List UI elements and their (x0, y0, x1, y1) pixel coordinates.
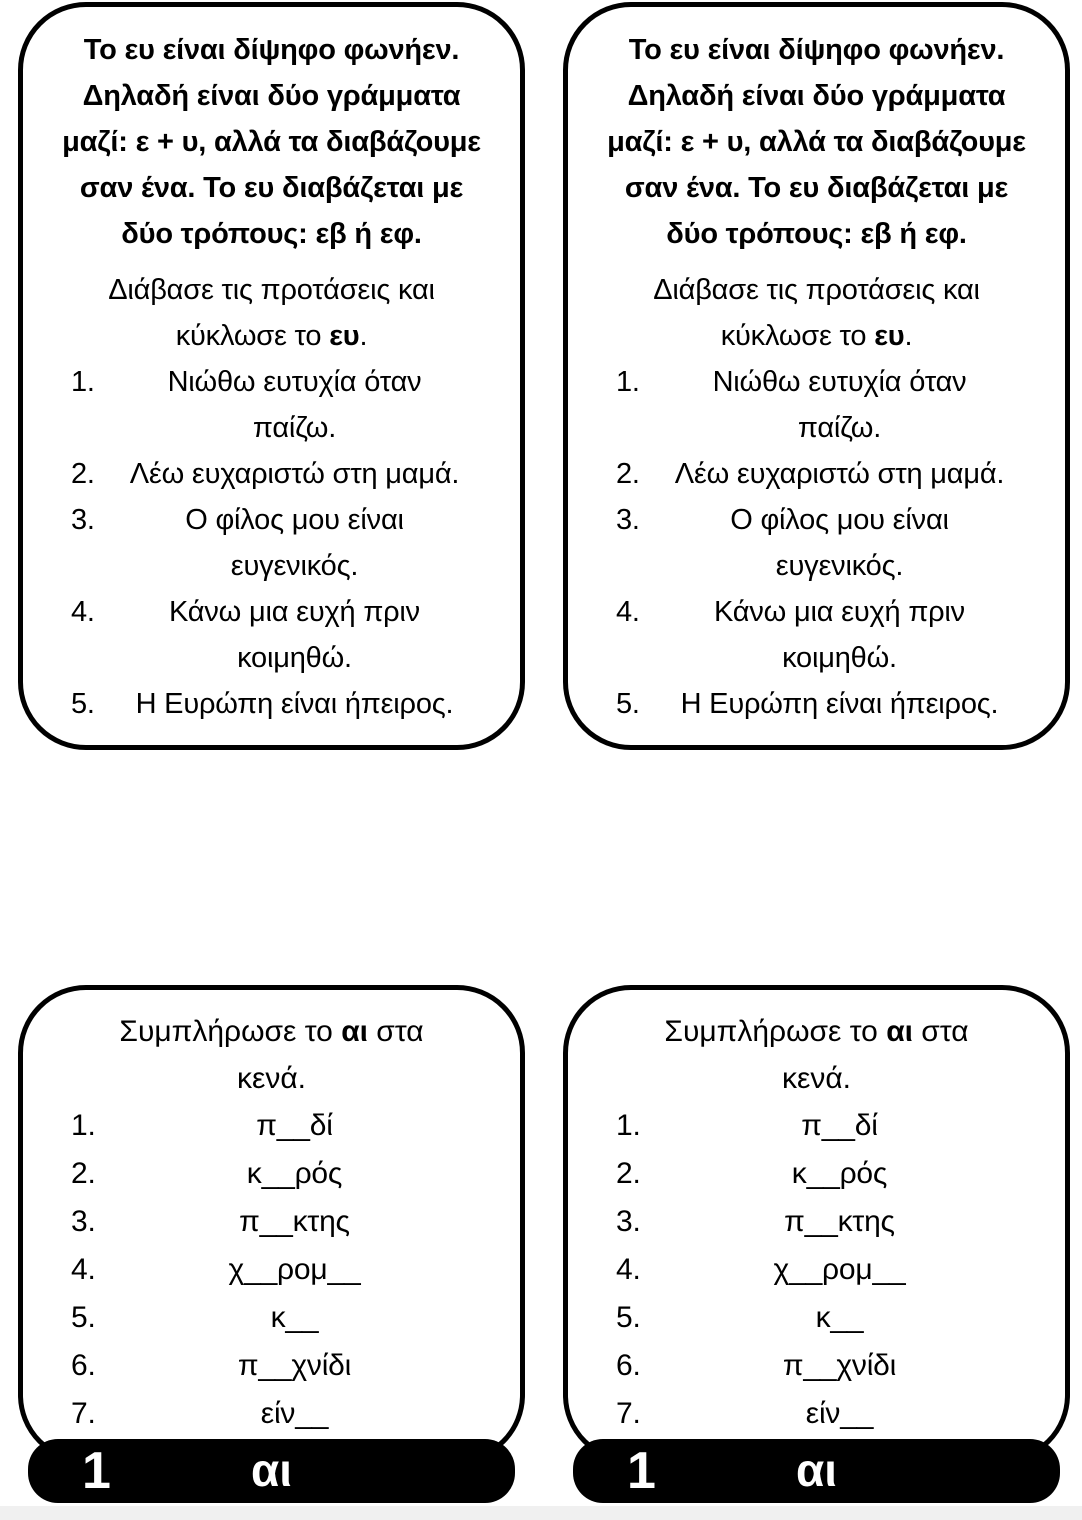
text-segment: στα (912, 1015, 969, 1048)
eu-rule-card-right (563, 2, 1070, 750)
text-segment: . (359, 320, 368, 352)
item-text (117, 359, 506, 451)
item-number: 5. (71, 688, 95, 720)
text-line (582, 267, 1051, 313)
list-item (37, 359, 506, 451)
text-line: ευγενικός. (230, 550, 359, 582)
item-text (662, 1342, 1051, 1390)
highlighted-digraph: αι (886, 1015, 913, 1048)
text-line (582, 1008, 1051, 1055)
text-line: π__χνίδι (237, 1349, 352, 1382)
text-line: Κάνω μια ευχή πριν (169, 596, 420, 628)
item-text (117, 1198, 506, 1246)
list-item (582, 1102, 1051, 1150)
list-item (37, 681, 506, 727)
text-segment: Διάβασε τις προτάσεις και (108, 274, 435, 306)
list-item (582, 1246, 1051, 1294)
list-item (37, 1342, 506, 1390)
list-item (582, 1294, 1051, 1342)
item-number: 1. (616, 366, 640, 398)
text-segment: κενά. (236, 1062, 307, 1095)
page-badge-left (28, 1439, 515, 1503)
item-number: 3. (616, 1205, 641, 1238)
text-line: σαν ένα. Το ευ διαβάζεται με (79, 172, 464, 204)
ai-fill-title (582, 1008, 1051, 1102)
item-number: 2. (616, 1157, 641, 1190)
text-line: δύο τρόπους: εβ ή εφ. (121, 218, 422, 250)
text-line: Η Ευρώπη είναι ήπειρος. (680, 688, 999, 720)
text-line: μαζί: ε + υ, αλλά τα διαβάζουμε (62, 126, 481, 158)
text-line: Το ευ είναι δίψηφο φωνήεν. (83, 34, 460, 66)
highlighted-digraph: ευ (329, 320, 360, 352)
text-line: ευγενικός. (775, 550, 904, 582)
item-text (117, 451, 506, 497)
text-line: Δηλαδή είναι δύο γράμματα (82, 80, 461, 112)
ai-blank-list (582, 1102, 1051, 1438)
ai-fill-title (37, 1008, 506, 1102)
item-number: 1. (71, 1109, 96, 1142)
item-text (117, 497, 506, 589)
list-item (37, 1150, 506, 1198)
item-text (662, 1102, 1051, 1150)
item-text (117, 1102, 506, 1150)
text-line: Νιώθω ευτυχία όταν (712, 366, 967, 398)
ai-fill-card-right (563, 985, 1070, 1463)
item-text (662, 1150, 1051, 1198)
eu-rule-card-left (18, 2, 525, 750)
item-number: 5. (71, 1301, 96, 1334)
list-item (37, 1294, 506, 1342)
item-number: 6. (71, 1349, 96, 1382)
text-segment: . (904, 320, 913, 352)
item-number: 3. (71, 504, 95, 536)
text-line: Η Ευρώπη είναι ήπειρος. (135, 688, 454, 720)
item-text (662, 1390, 1051, 1438)
text-line: Το ευ είναι δίψηφο φωνήεν. (628, 34, 1005, 66)
eu-sentence-list (582, 359, 1051, 727)
text-line: Λέω ευχαριστώ στη μαμά. (674, 458, 1005, 490)
text-line: π__δί (801, 1109, 878, 1142)
badge-page-number: 1 (627, 1442, 656, 1500)
text-line: π__κτης (784, 1205, 895, 1238)
text-line: κ__ (815, 1301, 864, 1334)
list-item (37, 589, 506, 681)
item-text (117, 681, 506, 727)
item-text (662, 1246, 1051, 1294)
text-segment: Συμπλήρωσε το (664, 1015, 887, 1048)
text-line: Νιώθω ευτυχία όταν (167, 366, 422, 398)
item-number: 6. (616, 1349, 641, 1382)
item-number: 3. (616, 504, 640, 536)
item-text (662, 451, 1051, 497)
highlighted-digraph: αι (341, 1015, 368, 1048)
item-text (662, 681, 1051, 727)
ai-blank-list (37, 1102, 506, 1438)
eu-rule-header (582, 27, 1051, 257)
text-line: χ__ρομ__ (773, 1253, 906, 1286)
eu-instruction (37, 267, 506, 359)
item-number: 2. (71, 1157, 96, 1190)
item-text (662, 497, 1051, 589)
list-item (582, 359, 1051, 451)
text-line (37, 1008, 506, 1055)
ai-fill-card-left (18, 985, 525, 1463)
list-item (582, 1342, 1051, 1390)
item-number: 2. (71, 458, 95, 490)
text-line: κ__ρός (246, 1157, 343, 1190)
item-text (662, 1198, 1051, 1246)
eu-instruction (582, 267, 1051, 359)
list-item (582, 451, 1051, 497)
text-segment: Διάβασε τις προτάσεις και (653, 274, 980, 306)
list-item (582, 589, 1051, 681)
list-item (582, 497, 1051, 589)
text-line: π__κτης (239, 1205, 350, 1238)
item-number: 1. (616, 1109, 641, 1142)
item-number: 5. (616, 1301, 641, 1334)
item-number: 2. (616, 458, 640, 490)
page-badge-right (573, 1439, 1060, 1503)
eu-rule-header (37, 27, 506, 257)
text-segment: κύκλωσε το (720, 320, 875, 352)
text-line: είν__ (260, 1397, 329, 1430)
text-line: Δηλαδή είναι δύο γράμματα (627, 80, 1006, 112)
text-segment: στα (367, 1015, 424, 1048)
item-number: 5. (616, 688, 640, 720)
text-segment: Συμπλήρωσε το (119, 1015, 342, 1048)
text-line: Ο φίλος μου είναι (185, 504, 404, 536)
item-number: 7. (71, 1397, 96, 1430)
text-segment: κύκλωσε το (175, 320, 330, 352)
list-item (582, 681, 1051, 727)
text-line: κοιμηθώ. (237, 642, 352, 674)
list-item (582, 1390, 1051, 1438)
item-text (117, 1150, 506, 1198)
text-line: παίζω. (797, 412, 882, 444)
text-segment: κενά. (781, 1062, 852, 1095)
text-line (37, 267, 506, 313)
badge-digraph-label: αι (795, 1443, 838, 1496)
text-line: Κάνω μια ευχή πριν (714, 596, 965, 628)
badge-page-number: 1 (82, 1442, 111, 1500)
text-line: κοιμηθώ. (782, 642, 897, 674)
list-item (37, 1198, 506, 1246)
text-line: κ__ (270, 1301, 319, 1334)
text-line: παίζω. (252, 412, 337, 444)
item-number: 4. (71, 1253, 96, 1286)
item-number: 4. (616, 1253, 641, 1286)
highlighted-digraph: ευ (874, 320, 905, 352)
badge-digraph-label: αι (250, 1443, 293, 1496)
list-item (37, 1390, 506, 1438)
list-item (37, 1102, 506, 1150)
item-number: 4. (71, 596, 95, 628)
item-text (662, 359, 1051, 451)
item-text (662, 1294, 1051, 1342)
text-line (582, 1055, 1051, 1102)
list-item (37, 451, 506, 497)
text-line: είν__ (805, 1397, 874, 1430)
item-text (117, 1342, 506, 1390)
item-number: 4. (616, 596, 640, 628)
page-bottom-strip (0, 1506, 1082, 1520)
text-line: μαζί: ε + υ, αλλά τα διαβάζουμε (607, 126, 1026, 158)
list-item (582, 1198, 1051, 1246)
list-item (37, 497, 506, 589)
text-line: Λέω ευχαριστώ στη μαμά. (129, 458, 460, 490)
item-text (117, 1390, 506, 1438)
text-line (37, 1055, 506, 1102)
item-text (117, 589, 506, 681)
item-text (117, 1246, 506, 1294)
eu-sentence-list (37, 359, 506, 727)
text-line: σαν ένα. Το ευ διαβάζεται με (624, 172, 1009, 204)
text-line (37, 313, 506, 359)
list-item (37, 1246, 506, 1294)
list-item (582, 1150, 1051, 1198)
text-line: δύο τρόπους: εβ ή εφ. (666, 218, 967, 250)
text-line: π__χνίδι (782, 1349, 897, 1382)
item-text (662, 589, 1051, 681)
item-number: 1. (71, 366, 95, 398)
item-number: 7. (616, 1397, 641, 1430)
text-line: χ__ρομ__ (228, 1253, 361, 1286)
text-line: κ__ρός (791, 1157, 888, 1190)
item-text (117, 1294, 506, 1342)
text-line: Ο φίλος μου είναι (730, 504, 949, 536)
text-line (582, 313, 1051, 359)
text-line: π__δί (256, 1109, 333, 1142)
item-number: 3. (71, 1205, 96, 1238)
